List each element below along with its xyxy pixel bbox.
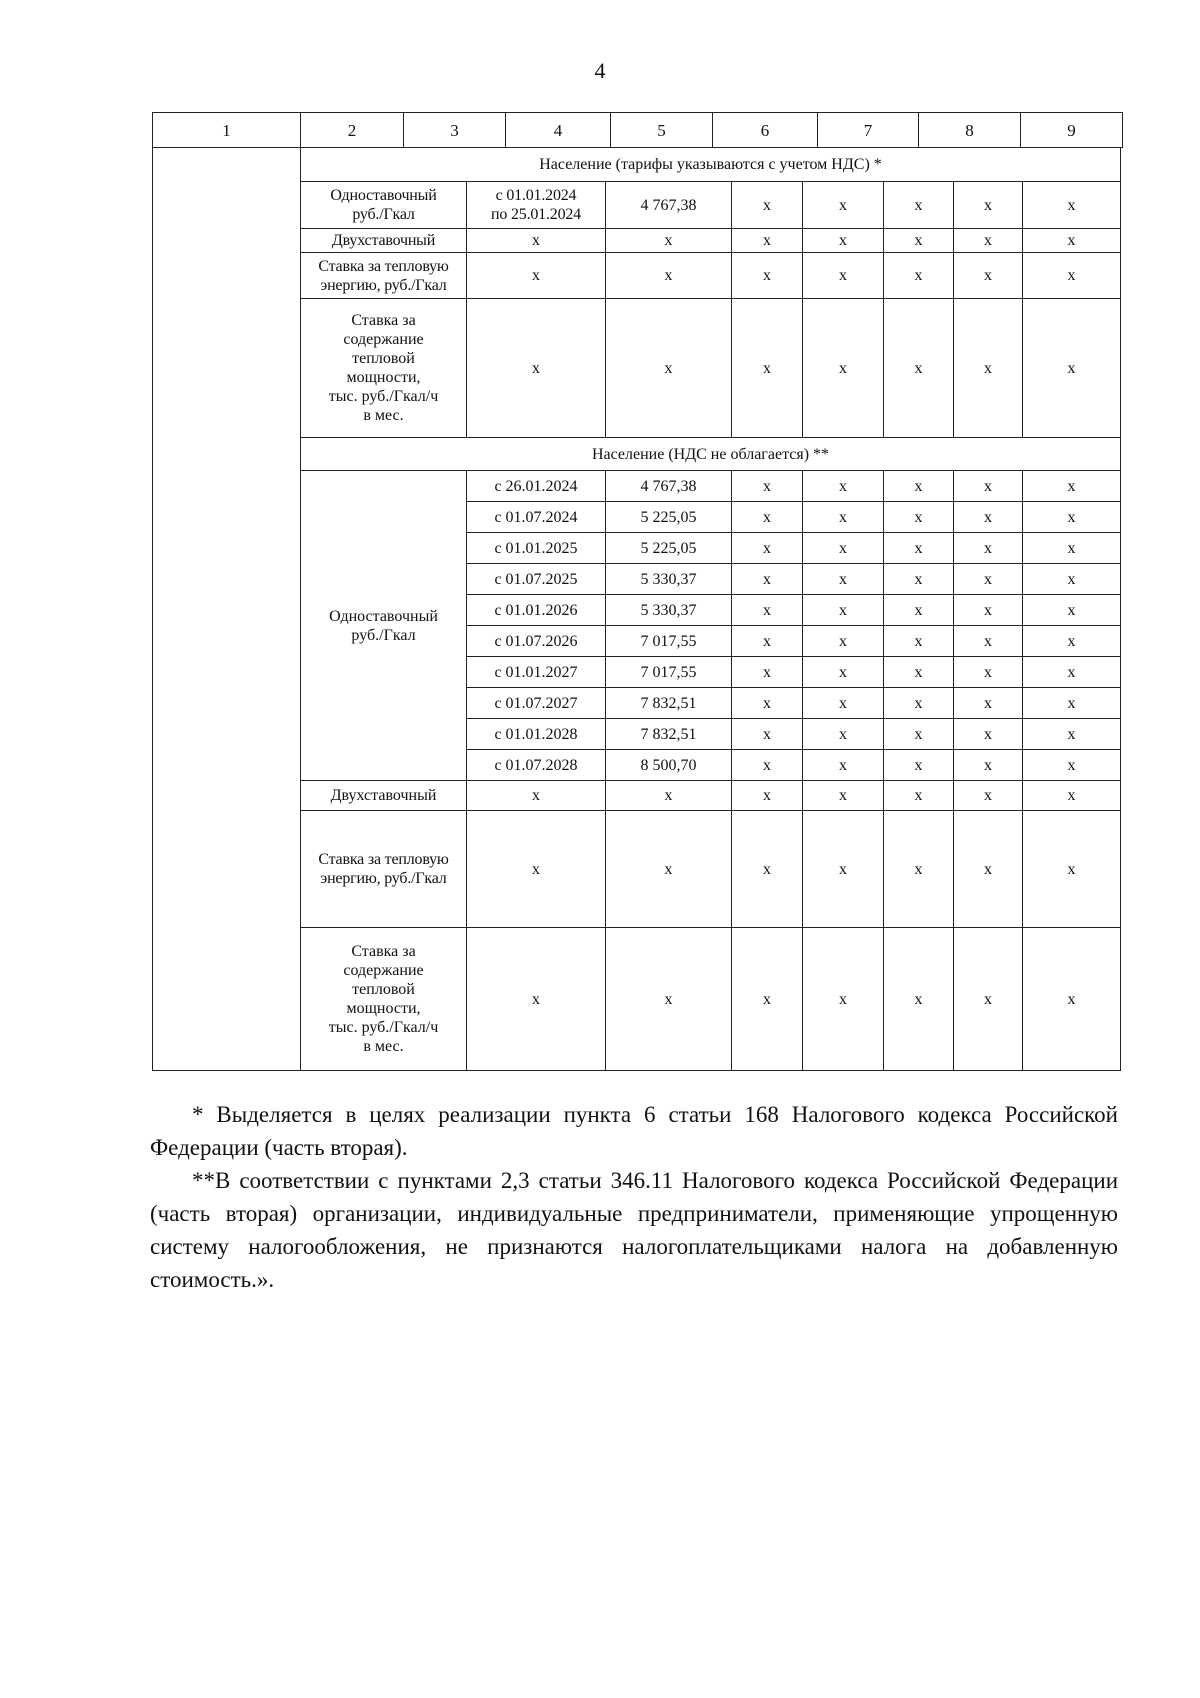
cell: х: [803, 928, 884, 1071]
cell: х: [732, 229, 803, 253]
cell: х: [732, 626, 803, 657]
cell: х: [884, 626, 954, 657]
tariff-value: 7 017,55: [606, 626, 732, 657]
cell: х: [954, 502, 1023, 533]
period-cell: с 01.07.2025: [467, 564, 606, 595]
cell: х: [803, 253, 884, 299]
row-label: Ставка за тепловую энергию, руб./Гкал: [301, 811, 467, 928]
cell: х: [954, 533, 1023, 564]
cell: х: [1023, 471, 1121, 502]
cell: х: [954, 688, 1023, 719]
period-cell: с 01.07.2027: [467, 688, 606, 719]
row-label: Ставка за тепловую энергию, руб./Гкал: [301, 253, 467, 299]
cell: х: [606, 781, 732, 811]
cell: х: [954, 253, 1023, 299]
tariff-table: [152, 147, 1121, 1071]
tariff-value: 7 832,51: [606, 719, 732, 750]
section-title-vat-exempt: Население (НДС не облагается) **: [301, 438, 1121, 471]
col1-empty-cell: [153, 148, 301, 1071]
col-num-6: 6: [713, 113, 818, 148]
cell: х: [803, 750, 884, 781]
col-num-5: 5: [611, 113, 713, 148]
cell: х: [884, 253, 954, 299]
cell: х: [884, 811, 954, 928]
cell: х: [732, 595, 803, 626]
cell: х: [467, 229, 606, 253]
cell: х: [606, 811, 732, 928]
cell: х: [732, 299, 803, 438]
row-label: Двухставочный: [301, 229, 467, 253]
cell: х: [1023, 626, 1121, 657]
cell: х: [803, 299, 884, 438]
tariff-value: 5 225,05: [606, 502, 732, 533]
cell: х: [606, 299, 732, 438]
cell: х: [467, 299, 606, 438]
cell: х: [803, 471, 884, 502]
cell: х: [1023, 811, 1121, 928]
col-num-8: 8: [919, 113, 1021, 148]
cell: х: [1023, 299, 1121, 438]
footnote-vat-exempt: **В соответствии с пунктами 2,3 статьи 346.11 Налогового кодекса Российской Федерации (часть вторая) организации, индивидуальные предприниматели, применяющие упрощенную систему налогообложения, не признаются налогоплательщиками налога на добавленную стоимость.».: [150, 1168, 1118, 1292]
cell: х: [1023, 719, 1121, 750]
period-cell: с 01.01.2024 по 25.01.2024: [467, 182, 606, 229]
footnote-vat-included: * Выделяется в целях реализации пункта 6 статьи 168 Налогового кодекса Российской Федерации (часть вторая).: [150, 1102, 1118, 1160]
cell: х: [732, 471, 803, 502]
cell: х: [732, 688, 803, 719]
cell: х: [732, 564, 803, 595]
cell: х: [732, 253, 803, 299]
cell: х: [1023, 253, 1121, 299]
cell: х: [884, 688, 954, 719]
cell: х: [884, 182, 954, 229]
cell: х: [954, 719, 1023, 750]
cell: х: [803, 595, 884, 626]
period-cell: с 01.07.2024: [467, 502, 606, 533]
cell: х: [803, 811, 884, 928]
tariff-value: 5 330,37: [606, 564, 732, 595]
cell: х: [884, 533, 954, 564]
cell: х: [803, 626, 884, 657]
cell: х: [1023, 182, 1121, 229]
cell: х: [606, 229, 732, 253]
cell: х: [803, 229, 884, 253]
col-num-4: 4: [506, 113, 611, 148]
cell: х: [732, 182, 803, 229]
tariff-value: 7 017,55: [606, 657, 732, 688]
cell: х: [884, 299, 954, 438]
cell: х: [732, 502, 803, 533]
page-number: 4: [594, 58, 606, 83]
cell: х: [954, 299, 1023, 438]
footnotes: [150, 1098, 1118, 1296]
cell: х: [884, 657, 954, 688]
cell: х: [732, 781, 803, 811]
cell: х: [954, 811, 1023, 928]
cell: х: [884, 750, 954, 781]
cell: х: [803, 688, 884, 719]
cell: х: [1023, 688, 1121, 719]
tariff-value: 8 500,70: [606, 750, 732, 781]
tariff-value: 5 330,37: [606, 595, 732, 626]
cell: х: [732, 811, 803, 928]
cell: х: [954, 564, 1023, 595]
cell: х: [467, 781, 606, 811]
cell: х: [1023, 928, 1121, 1071]
cell: х: [954, 595, 1023, 626]
cell: х: [884, 595, 954, 626]
period-cell: с 01.01.2026: [467, 595, 606, 626]
period-cell: с 26.01.2024: [467, 471, 606, 502]
period-cell: с 01.01.2028: [467, 719, 606, 750]
cell: х: [803, 533, 884, 564]
cell: х: [884, 781, 954, 811]
tariff-value: 5 225,05: [606, 533, 732, 564]
tariff-value: 7 832,51: [606, 688, 732, 719]
cell: х: [884, 502, 954, 533]
period-cell: с 01.07.2028: [467, 750, 606, 781]
cell: х: [1023, 229, 1121, 253]
row-label: Ставка за содержание тепловой мощности, тыс. руб./Гкал/ч в мес.: [301, 299, 467, 438]
row-label: Ставка за содержание тепловой мощности, тыс. руб./Гкал/ч в мес.: [301, 928, 467, 1071]
cell: х: [467, 928, 606, 1071]
cell: х: [1023, 502, 1121, 533]
col-num-3: 3: [404, 113, 506, 148]
cell: х: [803, 182, 884, 229]
period-cell: с 01.01.2027: [467, 657, 606, 688]
cell: х: [803, 781, 884, 811]
column-number-row: [152, 112, 1123, 148]
row-label: Одноставочный руб./Гкал: [301, 182, 467, 229]
cell: х: [803, 719, 884, 750]
cell: х: [606, 253, 732, 299]
cell: х: [954, 229, 1023, 253]
cell: х: [884, 719, 954, 750]
cell: х: [606, 928, 732, 1071]
cell: х: [884, 229, 954, 253]
cell: х: [732, 750, 803, 781]
cell: х: [954, 471, 1023, 502]
period-cell: с 01.07.2026: [467, 626, 606, 657]
cell: х: [1023, 533, 1121, 564]
cell: х: [1023, 750, 1121, 781]
cell: х: [803, 564, 884, 595]
row-label: Одноставочный руб./Гкал: [301, 471, 467, 781]
section-title-vat-included: Население (тарифы указываются с учетом НДС) *: [301, 148, 1121, 182]
tariff-value: 4 767,38: [606, 471, 732, 502]
cell: х: [467, 811, 606, 928]
tariff-value: 4 767,38: [606, 182, 732, 229]
cell: х: [954, 781, 1023, 811]
cell: х: [467, 253, 606, 299]
col-num-1: 1: [153, 113, 301, 148]
cell: х: [954, 182, 1023, 229]
cell: х: [884, 471, 954, 502]
cell: х: [884, 928, 954, 1071]
cell: х: [803, 657, 884, 688]
cell: х: [732, 719, 803, 750]
cell: х: [732, 928, 803, 1071]
col-num-7: 7: [818, 113, 919, 148]
cell: х: [803, 502, 884, 533]
cell: х: [1023, 564, 1121, 595]
col-num-2: 2: [301, 113, 404, 148]
cell: х: [732, 533, 803, 564]
row-label: Двухставочный: [301, 781, 467, 811]
cell: х: [884, 564, 954, 595]
cell: х: [954, 928, 1023, 1071]
col-num-9: 9: [1021, 113, 1123, 148]
cell: х: [1023, 781, 1121, 811]
cell: х: [954, 657, 1023, 688]
cell: х: [732, 657, 803, 688]
cell: х: [1023, 595, 1121, 626]
cell: х: [954, 626, 1023, 657]
cell: х: [954, 750, 1023, 781]
period-cell: с 01.01.2025: [467, 533, 606, 564]
cell: х: [1023, 657, 1121, 688]
